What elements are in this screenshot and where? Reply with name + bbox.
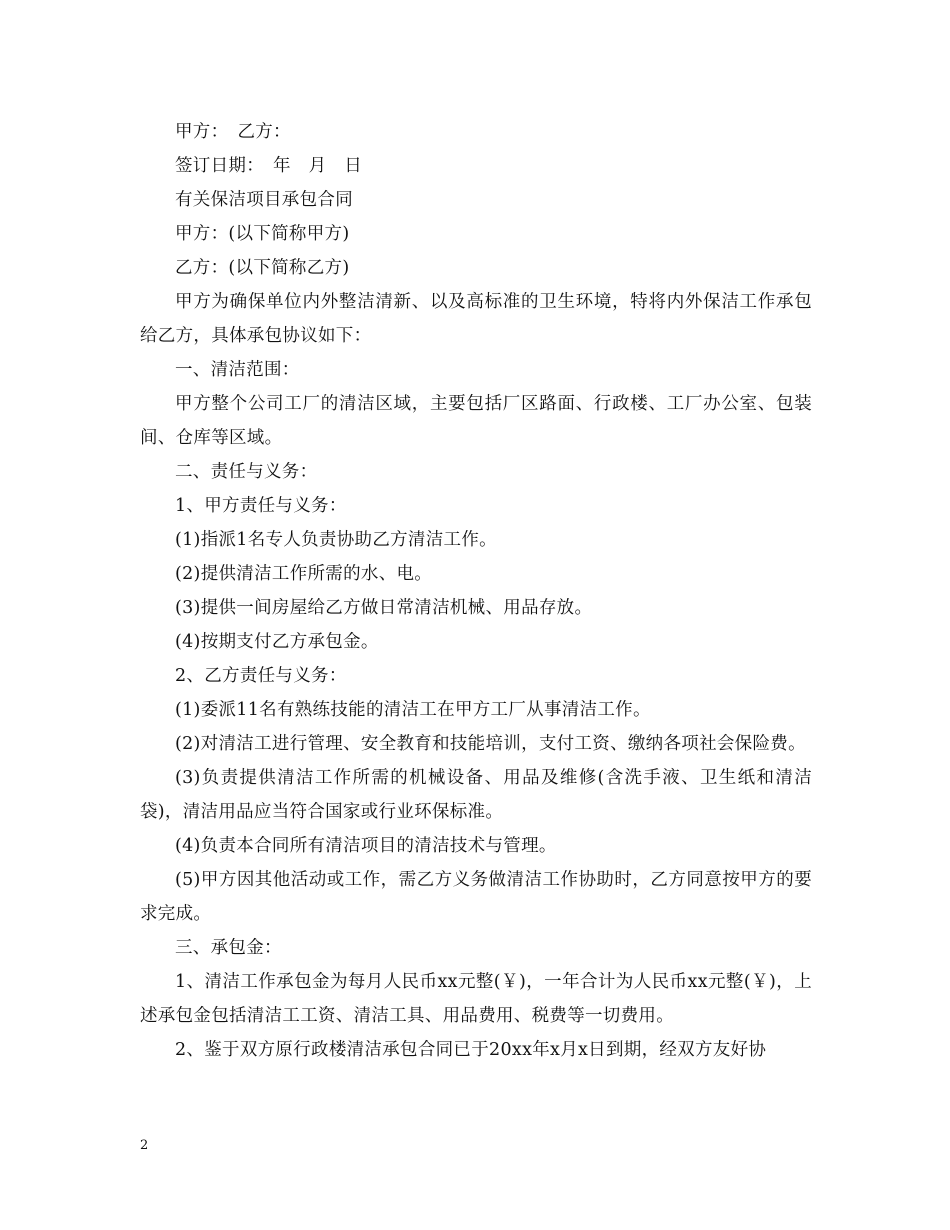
party-a-duties-heading: 1、甲方责任与义务： <box>175 496 347 516</box>
party-b-duty-item: (3)负责提供清洁工作所需的机械设备、用品及维修(含洗手液、卫生纸和清洁袋)，清洁用品应当符合国家或行业环保标准。 <box>140 768 812 822</box>
section-heading-duties: 二、责任与义务： <box>175 462 318 482</box>
party-b-duty-item: (1)委派11名有熟练技能的清洁工在甲方工厂从事清洁工作。 <box>175 700 651 720</box>
party-a-duty-item: (2)提供清洁工作所需的水、电。 <box>175 564 433 584</box>
fee-paragraph: 1、清洁工作承包金为每月人民币xx元整(￥)，一年合计为人民币xx元整(￥)，上述承包金包括清洁工工资、清洁工具、用品费用、税费等一切费用。 <box>140 972 812 1026</box>
fee-paragraph: 2、鉴于双方原行政楼清洁承包合同已于20xx年x月x日到期，经双方友好协 <box>175 1040 767 1060</box>
page-number: 2 <box>140 1138 149 1153</box>
party-a-duty-item: (1)指派1名专人负责协助乙方清洁工作。 <box>175 530 497 550</box>
party-b-line: 乙方：(以下简称乙方) <box>175 258 350 278</box>
intro-paragraph: 甲方为确保单位内外整洁清新、以及高标准的卫生环境，特将内外保洁工作承包给乙方，具体承包协议如下： <box>140 292 812 346</box>
party-a-line: 甲方：(以下简称甲方) <box>175 224 350 244</box>
party-a-b-line: 甲方： 乙方： <box>175 122 291 142</box>
party-b-duties-heading: 2、乙方责任与义务： <box>175 666 347 686</box>
signing-date-line: 签订日期： 年 月 日 <box>175 156 363 176</box>
document-body <box>140 115 812 1067</box>
party-b-duty-item: (2)对清洁工进行管理、安全教育和技能培训，支付工资、缴纳各项社会保险费。 <box>175 734 806 754</box>
party-b-duty-item: (5)甲方因其他活动或工作，需乙方义务做清洁工作协助时，乙方同意按甲方的要求完成。 <box>140 870 812 924</box>
party-a-duty-item: (3)提供一间房屋给乙方做日常清洁机械、用品存放。 <box>175 598 593 618</box>
party-b-duty-item: (4)负责本合同所有清洁项目的清洁技术与管理。 <box>175 836 557 856</box>
section-heading-fee: 三、承包金： <box>175 938 282 958</box>
scope-paragraph: 甲方整个公司工厂的清洁区域，主要包括厂区路面、行政楼、工厂办公室、包装间、仓库等区域。 <box>140 394 812 448</box>
party-a-duty-item: (4)按期支付乙方承包金。 <box>175 632 379 652</box>
section-heading-scope: 一、清洁范围： <box>175 360 300 380</box>
contract-title: 有关保洁项目承包合同 <box>175 190 353 210</box>
